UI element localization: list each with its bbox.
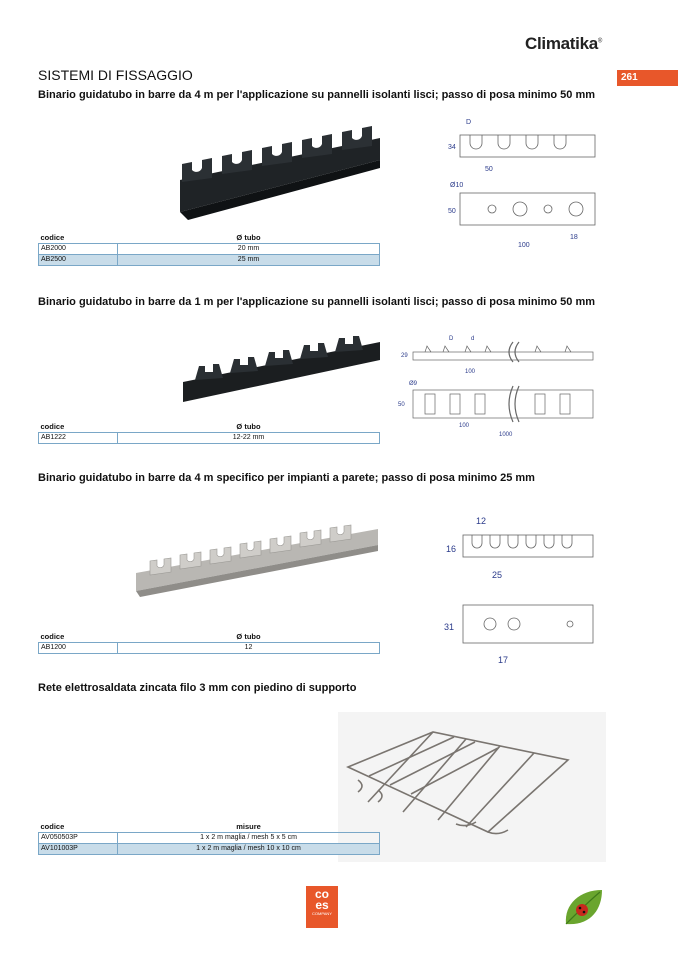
- table-row: AB2000 20 mm: [39, 244, 380, 255]
- technical-drawing-3: [430, 510, 615, 670]
- dim-pitch: 25: [492, 570, 503, 580]
- product-image-rail-1m: [175, 330, 385, 410]
- dim-d: 12: [476, 516, 487, 526]
- product-title-3: Binario guidatubo in barre da 4 m specifico per impianti a parete; passo di posa minimo 25 mm: [38, 472, 535, 484]
- product-image-rail-4m: [170, 120, 385, 230]
- dim-d2: d: [471, 336, 475, 342]
- dim-h: 16: [446, 544, 457, 554]
- dim-len: 1000: [499, 432, 513, 438]
- section-title: SISTEMI DI FISSAGGIO: [38, 67, 193, 83]
- table-row: AB1200 12: [39, 643, 380, 654]
- page-number: 261: [617, 70, 678, 86]
- product-table-4: codice misure AV050503P 1 x 2 m maglia / mesh 5 x 5 cm AV101003P 1 x 2 m maglia / mesh 10 x 10 cm: [38, 822, 380, 855]
- table-row: AB1222 12-22 mm: [39, 433, 380, 444]
- dim-h2: 50: [398, 402, 405, 408]
- brand-logo: Climatika®: [525, 34, 603, 53]
- dim-h2: 31: [444, 622, 455, 632]
- dim-h2: 50: [448, 208, 456, 215]
- technical-drawing-1: [430, 115, 610, 255]
- product-table-2: codice Ø tubo AB1222 12-22 mm: [38, 422, 380, 444]
- table-row: AV101003P 1 x 2 m maglia / mesh 10 x 10 cm: [39, 844, 380, 855]
- table-row: AV050503P 1 x 2 m maglia / mesh 5 x 5 cm: [39, 833, 380, 844]
- dim-p2: 100: [459, 423, 470, 429]
- dim-h: 34: [448, 144, 456, 151]
- product-title-2: Binario guidatubo in barre da 1 m per l'applicazione su pannelli isolanti lisci; passo di posa minimo 50 mm: [38, 296, 596, 308]
- dim-hole: Ø9: [409, 381, 418, 387]
- dim-d: D: [466, 119, 472, 126]
- dim-h: 29: [401, 353, 408, 359]
- dim-pitch: 50: [485, 166, 493, 173]
- dim-pitch: 100: [465, 369, 476, 375]
- leaf-ladybug-icon: [560, 886, 606, 930]
- product-table-1: codice Ø tubo AB2000 20 mm AB2500 25 mm: [38, 233, 380, 266]
- product-image-wall-rail: [130, 515, 385, 605]
- dim-len: 100: [518, 242, 530, 249]
- technical-drawing-2: [395, 330, 610, 440]
- product-title-4: Rete elettrosaldata zincata filo 3 mm con piedino di supporto: [38, 682, 357, 694]
- table-row: AB2500 25 mm: [39, 255, 380, 266]
- dim-hole: Ø10: [450, 182, 464, 189]
- coes-logo: co es COMPANY: [306, 886, 338, 928]
- dim-d: D: [449, 336, 454, 342]
- dim-w: 17: [498, 655, 509, 665]
- product-table-3: codice Ø tubo AB1200 12: [38, 632, 380, 654]
- dim-w: 18: [570, 234, 578, 241]
- product-title-1: Binario guidatubo in barre da 4 m per l'applicazione su pannelli isolanti lisci; passo di posa minimo 50 mm: [38, 89, 596, 101]
